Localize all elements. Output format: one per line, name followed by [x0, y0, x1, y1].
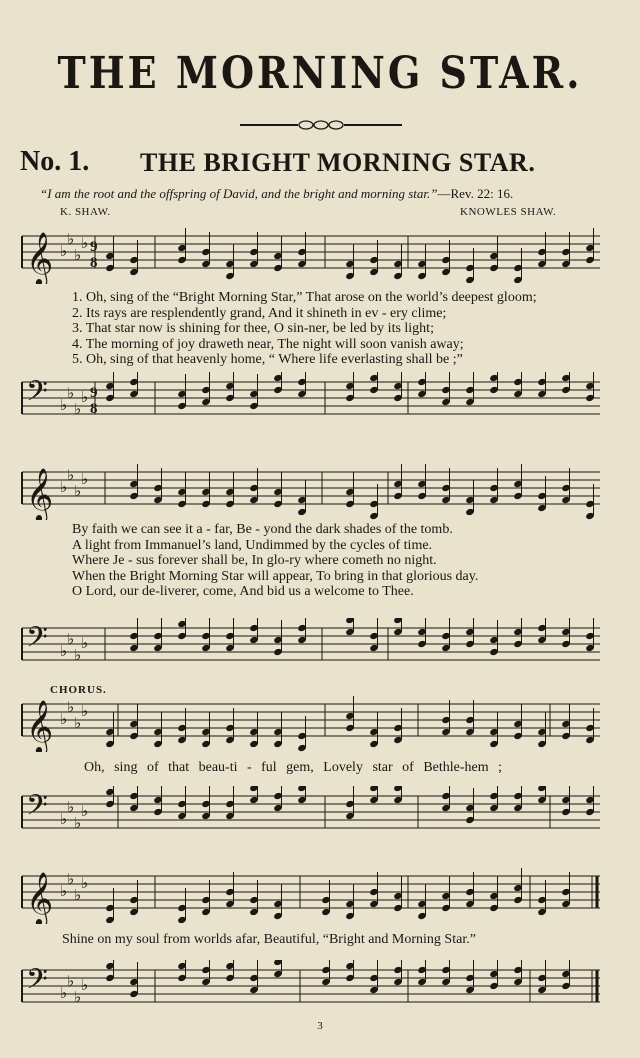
time-signature-top: 9	[90, 239, 98, 255]
flat-icon: ♭	[74, 886, 82, 904]
treble-staff-system-3	[20, 694, 602, 752]
verse-line: 2. Its rays are resplendently grand, And it shineth in ev - ery clime;	[72, 305, 447, 321]
bass-staff-system-1	[20, 372, 602, 430]
verses-part-2	[72, 522, 602, 600]
treble-clef-icon: 𝄞	[26, 467, 54, 520]
flat-icon: ♭	[60, 478, 68, 496]
chorus-lyric-line-2: Shine on my soul from worlds afar, Beautiful, “Bright and Morning Star.”	[62, 932, 476, 947]
flat-icon: ♭	[74, 646, 82, 664]
hymn-title: THE BRIGHT MORNING STAR.	[140, 148, 536, 177]
flat-icon: ♭	[74, 988, 82, 1006]
verse-line: When the Bright Morning Star will appear, To bring in that glorious day.	[72, 568, 479, 584]
verse-line: 3. That star now is shining for thee, O sin-ner, be led by its light;	[72, 321, 434, 336]
composer-credit-right: KNOWLES SHAW.	[460, 206, 557, 218]
verse-line: Where Je - sus forever shall be, In glo-ry where cometh no night.	[72, 553, 437, 568]
treble-clef-icon: 𝄞	[26, 871, 54, 924]
flat-icon: ♭	[67, 230, 75, 248]
epigraph-quote: “I am the root and the offspring of David, and the bright and morning star.”	[40, 186, 438, 201]
flat-icon: ♭	[67, 630, 75, 648]
book-title: THE MORNING STAR.	[57, 46, 583, 99]
flat-icon: ♭	[60, 984, 68, 1002]
treble-clef-icon: 𝄞	[26, 231, 54, 284]
flat-icon: ♭	[60, 396, 68, 414]
flat-icon: ♭	[74, 482, 82, 500]
flat-icon: ♭	[81, 388, 89, 406]
flat-icon: ♭	[81, 802, 89, 820]
flat-icon: ♭	[74, 400, 82, 418]
flat-icon: ♭	[67, 698, 75, 716]
chorus-label: CHORUS.	[50, 684, 107, 696]
flat-icon: ♭	[81, 470, 89, 488]
flat-icon: ♭	[81, 634, 89, 652]
flat-icon: ♭	[81, 234, 89, 252]
flat-icon: ♭	[67, 972, 75, 990]
bass-staff-system-4	[20, 960, 602, 1018]
flat-icon: ♭	[81, 702, 89, 720]
flat-icon: ♭	[60, 710, 68, 728]
bass-clef-icon: 𝄢	[26, 963, 48, 1003]
flat-icon: ♭	[67, 798, 75, 816]
time-signature-bottom: 8	[90, 255, 98, 271]
composer-credit-left: K. SHAW.	[60, 206, 111, 218]
verse-line: 5. Oh, sing of that heavenly home, “ Where life everlasting shall be ;”	[72, 352, 463, 367]
treble-staff-system-2	[20, 462, 602, 520]
time-signature-top: 9	[90, 385, 98, 401]
flat-icon: ♭	[60, 882, 68, 900]
flat-icon: ♭	[60, 242, 68, 260]
flat-icon: ♭	[60, 642, 68, 660]
treble-staff-system-4	[20, 866, 602, 924]
verse-line: 1. Oh, sing of the “Bright Morning Star,” That arose on the world’s deepest gloom;	[72, 290, 537, 305]
title-ornament	[240, 118, 402, 132]
verse-line: A light from Immanuel’s land, Undimmed by the cycles of time.	[72, 537, 433, 553]
flat-icon: ♭	[67, 384, 75, 402]
bass-clef-icon: 𝄢	[26, 789, 48, 829]
flat-icon: ♭	[74, 246, 82, 264]
page-number: 3	[317, 1020, 323, 1032]
flat-icon: ♭	[74, 814, 82, 832]
treble-staff-system-1	[20, 226, 602, 284]
bass-clef-icon: 𝄢	[26, 621, 48, 661]
flat-icon: ♭	[74, 714, 82, 732]
verses-part-1	[72, 290, 602, 368]
chorus-lyric-line-1: Oh, sing of that beau-ti - ful gem, Lovely star of Bethle-hem ;	[84, 760, 503, 775]
flat-icon: ♭	[67, 870, 75, 888]
flat-icon: ♭	[81, 874, 89, 892]
verse-line: By faith we can see it a - far, Be - yond the dark shades of the tomb.	[72, 522, 453, 537]
hymn-number: No. 1.	[20, 146, 90, 177]
verse-line: 4. The morning of joy draweth near, The night will soon vanish away;	[72, 336, 464, 352]
epigraph-reference: —Rev. 22: 16.	[437, 186, 514, 201]
bass-clef-icon: 𝄢	[26, 375, 48, 415]
epigraph	[40, 186, 513, 202]
time-signature-bottom: 8	[90, 401, 98, 417]
flat-icon: ♭	[67, 466, 75, 484]
flat-icon: ♭	[60, 810, 68, 828]
treble-clef-icon: 𝄞	[26, 699, 54, 752]
flat-icon: ♭	[81, 976, 89, 994]
bass-staff-system-3	[20, 786, 602, 844]
bass-staff-system-2	[20, 618, 602, 676]
verse-line: O Lord, our de-liverer, come, And bid us a welcome to Thee.	[72, 584, 414, 599]
